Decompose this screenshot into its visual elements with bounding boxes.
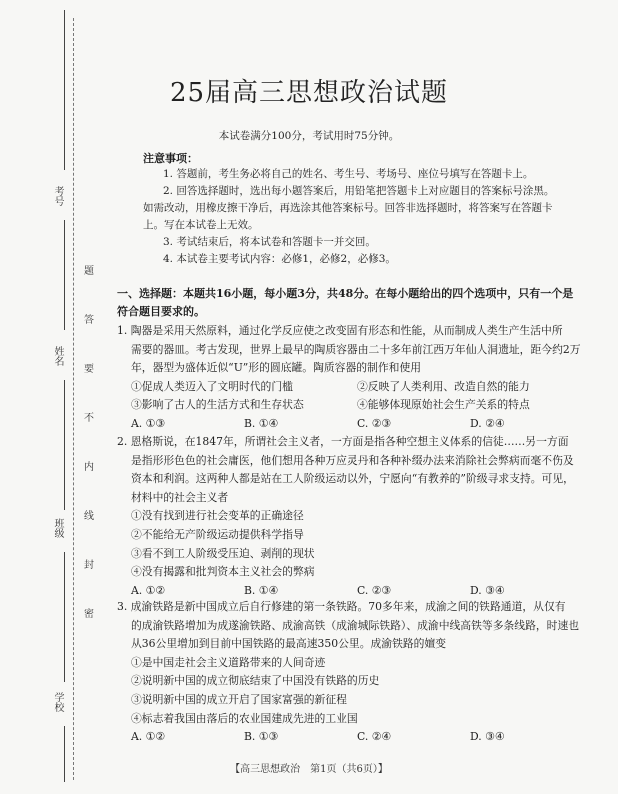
seal-char: 内	[84, 462, 94, 473]
statement: ④能够体现原始社会生产关系的特点	[357, 398, 530, 412]
statement: ②反映了人类利用、改造自然的能力	[357, 379, 530, 393]
seal-char: 不	[84, 413, 94, 424]
exam-info: 本试卷满分100分，考试用时75分钟。	[218, 130, 400, 142]
statement: ②说明新中国的成立彻底结束了中国没有铁路的历史	[131, 674, 380, 688]
option-c[interactable]: C. ②③	[357, 583, 392, 597]
notice-list	[143, 166, 563, 268]
side-label-class: 班级	[52, 518, 63, 538]
option-d[interactable]: D. ③④	[470, 583, 505, 597]
seal-char: 线	[84, 511, 94, 522]
seal-char: 密	[84, 609, 94, 620]
seal-warning	[82, 262, 96, 654]
question-stem: 1. 陶器是采用天然原料，通过化学反应使之改变固有形态和性能，从而制成人类生产生活中所	[117, 324, 563, 337]
section-heading: 一、选择题：本题共16小题，每小题3分，共48分。在每小题给出的四个选项中，只有一个是符合题目要求的。	[117, 287, 574, 318]
notice-item: 1. 答题前，考生务必将自己的姓名、考生号、考场号、座位号填写在答题卡上。	[163, 168, 534, 180]
statement: ④没有揭露和批判资本主义社会的弊病	[131, 565, 315, 579]
option-a[interactable]: A. ①③	[131, 416, 166, 430]
question-stem: 2. 恩格斯说，在1847年，所谓社会主义者，一方面是指各种空想主义体系的信徒……另一方面	[117, 435, 569, 448]
question-3	[117, 598, 583, 747]
name-line-bottom	[64, 380, 65, 510]
question-stem-cont: 是指形形色色的社会庸医，他们想用各种万应灵丹和各种补缀办法来消除社会弊病而毫不伤及资本和利润。这两种人都是站在工人阶级运动以外，宁愿向“有教养的”阶级寻求支持。可见，材料中的社会主义者	[131, 453, 574, 504]
page-title: 25届高三思想政治试题	[169, 78, 449, 108]
seal-char: 答	[84, 315, 94, 326]
option-b[interactable]: B. ①④	[244, 583, 279, 597]
statement: ①是中国走社会主义道路带来的人间奇迹	[131, 655, 326, 669]
seal-char: 封	[84, 560, 94, 571]
statement: ①促成人类迈入了文明时代的门槛	[131, 379, 293, 393]
seal-char: 题	[84, 266, 94, 277]
statement: ③说明新中国的成立开启了国家富强的新征程	[131, 692, 347, 706]
statement: ②不能给无产阶级运动提供科学指导	[131, 527, 304, 541]
option-a[interactable]: A. ①②	[131, 730, 166, 744]
side-label-name: 姓名	[52, 346, 63, 366]
name-line-top	[64, 220, 65, 330]
question-stem-cont: 需要的器皿。考古发现，世界上最早的陶质容器由二十多年前江西万年仙人洞遗址，距今约2万年，器型为盛体近似“U”形的圆底罐。陶质容器的制作和使用	[131, 342, 581, 375]
question-2	[117, 433, 583, 600]
notice-item: 3. 考试结束后，将本试卷和答题卡一并交回。	[163, 236, 376, 248]
option-a[interactable]: A. ①②	[131, 583, 166, 597]
option-c[interactable]: C. ②④	[357, 730, 392, 744]
question-stem-cont: 的成渝铁路增加为成遂渝铁路、成渝高铁（成渝城际铁路）、成渝中线高铁等多条线路，时速也从36公里增加到目前中国铁路的最高速350公里。成渝铁路的嬗变	[131, 618, 580, 651]
option-d[interactable]: D. ③④	[470, 730, 505, 744]
statement: ①没有找到进行社会变革的正确途径	[131, 509, 304, 523]
notice-item: 2. 回答选择题时，选出每小题答案后，用铅笔把答题卡上对应题目的答案标号涂黑。如需改动，用橡皮擦干净后，再选涂其他答案标号。回答非选择题时，将答案写在答题卡上。写在本试卷上无效。	[143, 185, 555, 231]
question-1	[117, 322, 583, 434]
question-stem: 3. 成渝铁路是新中国成立后自行修建的第一条铁路。70多年来，成渝之间的铁路通道，从仅有	[117, 600, 566, 613]
option-b[interactable]: B. ①④	[244, 416, 279, 430]
seal-char: 要	[84, 364, 94, 375]
class-line	[64, 552, 65, 682]
option-d[interactable]: D. ②④	[470, 416, 505, 430]
statement: ④标志着我国由落后的农业国建成先进的工业国	[131, 711, 358, 725]
side-label-exam-number: 考号	[52, 186, 63, 206]
option-b[interactable]: B. ①③	[244, 730, 279, 744]
option-c[interactable]: C. ②③	[357, 416, 392, 430]
statement: ③看不到工人阶级受压迫、剥削的现状	[131, 546, 315, 560]
side-label-school: 学校	[52, 692, 63, 712]
notice-heading: 注意事项：	[143, 152, 198, 165]
notice-item: 4. 本试卷主要考试内容：必修1，必修2，必修3。	[163, 253, 396, 265]
statement: ③影响了古人的生活方式和生存状态	[131, 398, 304, 412]
page-footer: 【高三思想政治 第1页（共6页）】	[230, 764, 388, 775]
